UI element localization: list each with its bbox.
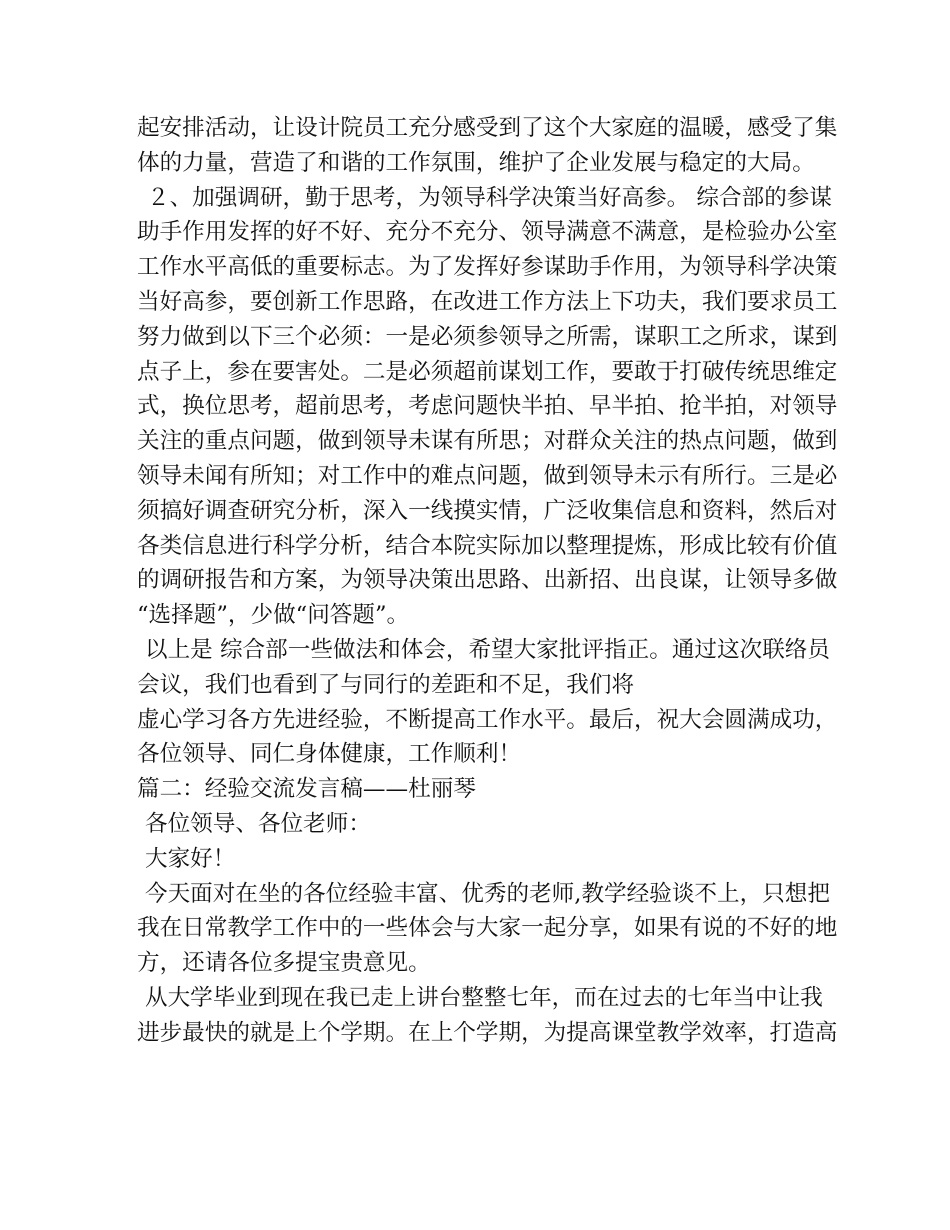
document-body [137,111,838,1051]
text-line: 进步最快的就是上个学期。在上个学期，为提高课堂教学效率，打造高 [137,1019,838,1046]
text-line: 式，换位思考，超前思考，考虑问题快半拍、早半拍、抢半拍，对领导 [137,393,838,420]
text-line: 从大学毕业到现在我已走上讲台整整七年，而在过去的七年当中让我 [145,984,823,1011]
text-line: 体的力量，营造了和谐的工作氛围，维护了企业发展与稳定的大局。 [137,149,815,176]
text-line: 领导未闻有所知；对工作中的难点问题，做到领导未示有所行。三是必 [137,462,838,489]
text-line: 各类信息进行科学分析，结合本院实际加以整理提炼，形成比较有价值 [137,532,838,559]
text-line: “选择题”，少做“问答题”。 [137,602,410,629]
text-line: 今天面对在坐的各位经验丰富、优秀的老师,教学经验谈不上，只想把 [145,880,830,907]
text-line: 努力做到以下三个必须：一是必须参领导之所需，谋职工之所求，谋到 [137,323,838,350]
salutation: 各位领导、各位老师： [145,810,371,837]
text-line: 点子上，参在要害处。二是必须超前谋划工作，要敢于打破传统思维定 [137,358,838,385]
text-line: 助手作用发挥的好不好、充分不充分、领导满意不满意，是检验办公室 [137,219,838,246]
text-line: 以上是 综合部一些做法和体会，希望大家批评指正。通过这次联络员 [145,636,830,663]
text-line: 虚心学习各方先进经验，不断提高工作水平。最后，祝大会圆满成功， [137,706,838,733]
text-line: 工作水平高低的重要标志。为了发挥好参谋助手作用，为领导科学决策 [137,254,838,281]
text-line: 各位领导、同仁身体健康，工作顺利！ [137,741,522,768]
text-line: 关注的重点问题，做到领导未谋有所思；对群众关注的热点问题，做到 [137,428,838,455]
text-line: 须搞好调查研究分析，深入一线摸实情，广泛收集信息和资料，然后对 [137,497,838,524]
text-line: 的调研报告和方案，为领导决策出思路、出新招、出良谋，让领导多做 [137,567,838,594]
greeting: 大家好！ [145,845,236,872]
text-line: ２、加强调研，勤于思考，为领导科学决策当好高参。 综合部的参谋 [147,184,832,211]
text-line: 我在日常教学工作中的一些体会与大家一起分享，如果有说的不好的地 [137,915,838,942]
text-line: 当好高参，要创新工作思路，在改进工作方法上下功夫，我们要求员工 [137,288,838,315]
text-line: 方，还请各位多提宝贵意见。 [137,950,431,977]
text-line: 会议，我们也看到了与同行的差距和不足，我们将 [137,671,635,698]
section-heading: 篇二：经验交流发言稿——杜丽琴 [137,776,476,803]
text-line: 起安排活动，让设计院员工充分感受到了这个大家庭的温暖，感受了集 [137,115,838,141]
